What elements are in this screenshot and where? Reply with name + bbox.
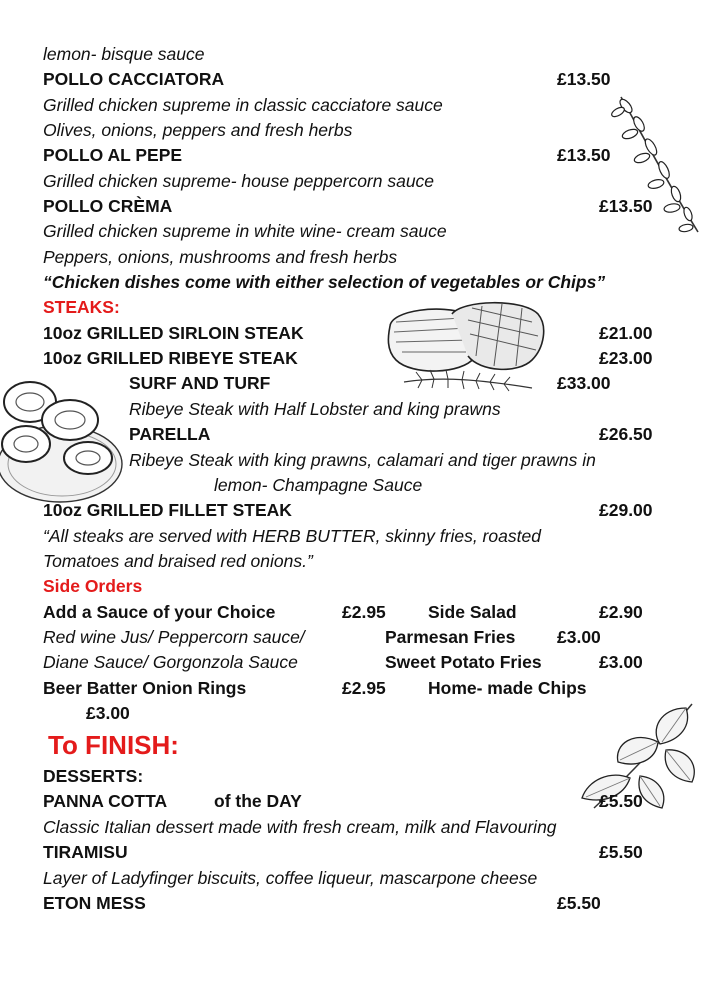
panna-cotta-extra: of the DAY [214,791,302,811]
sirloin-name: 10oz GRILLED SIRLOIN STEAK [43,323,304,343]
eton-mess-name: ETON MESS [43,893,146,913]
side-salad-name: Side Salad [428,602,517,622]
parella-desc: Ribeye Steak with king prawns, calamari and tiger prawns in [129,450,596,470]
surf-turf-name: SURF AND TURF [129,373,271,393]
tiramisu-desc: Layer of Ladyfinger biscuits, coffee liqueur, mascarpone cheese [43,868,538,888]
chicken-note: “Chicken dishes come with either selection of vegetables or Chips” [43,272,606,292]
onion-rings-name: Beer Batter Onion Rings [43,678,247,698]
pollo-cacciatora-desc-2: Olives, onions, peppers and fresh herbs [43,120,353,140]
to-finish-heading: To FINISH: [48,730,179,760]
side-orders-heading: Side Orders [43,576,143,596]
sauce-options: Red wine Jus/ Peppercorn sauce/ [43,627,305,647]
sweet-potato-fries-name: Sweet Potato Fries [385,652,542,672]
sauce-name: Add a Sauce of your Choice [43,602,276,622]
panna-cotta-name: PANNA COTTA [43,791,168,811]
pollo-al-pepe-desc: Grilled chicken supreme- house peppercorn sauce [43,171,435,191]
fillet-price: £29.00 [599,500,653,520]
side-salad-price: £2.90 [599,602,643,622]
parmesan-fries-name: Parmesan Fries [385,627,516,647]
pollo-al-pepe-price: £13.50 [557,145,611,165]
herb-sprig-illustration [606,92,706,242]
eton-mess-price: £5.50 [557,893,601,913]
sauce-options-2: Diane Sauce/ Gorgonzola Sauce [43,652,298,672]
parella-price: £26.50 [599,424,653,444]
ribeye-price: £23.00 [599,348,653,368]
desserts-heading: DESSERTS: [43,766,144,786]
steaks-note-2: Tomatoes and braised red onions.” [43,551,313,571]
parmesan-fries-price: £3.00 [557,627,601,647]
home-chips-name: Home- made Chips [428,678,587,698]
fillet-name: 10oz GRILLED FILLET STEAK [43,500,292,520]
steak-illustration [382,296,547,400]
steaks-heading: STEAKS: [43,297,120,317]
panna-cotta-desc: Classic Italian dessert made with fresh cream, milk and Flavouring [43,817,557,837]
panna-cotta-price: £5.50 [599,791,643,811]
sirloin-price: £21.00 [599,323,653,343]
tiramisu-name: TIRAMISU [43,842,128,862]
home-chips-price: £3.00 [86,703,130,723]
pollo-al-pepe-name: POLLO AL PEPE [43,145,183,165]
tiramisu-price: £5.50 [599,842,643,862]
pollo-cacciatora-name: POLLO CACCIATORA [43,69,225,89]
pollo-crema-desc: Grilled chicken supreme in white wine- cream sauce [43,221,447,241]
onion-rings-illustration [0,372,128,507]
ribeye-name: 10oz GRILLED RIBEYE STEAK [43,348,298,368]
pollo-crema-price: £13.50 [599,196,653,216]
parella-desc-2: lemon- Champagne Sauce [214,475,423,495]
surf-turf-desc: Ribeye Steak with Half Lobster and king prawns [129,399,501,419]
steaks-note: “All steaks are served with HERB BUTTER, skinny fries, roasted [43,526,541,546]
sweet-potato-fries-price: £3.00 [599,652,643,672]
pollo-crema-name: POLLO CRÈMA [43,196,173,216]
onion-rings-price: £2.95 [342,678,386,698]
pollo-cacciatora-desc: Grilled chicken supreme in classic cacciatore sauce [43,95,443,115]
surf-turf-price: £33.00 [557,373,611,393]
pollo-cacciatora-price: £13.50 [557,69,611,89]
lemon-bisque-desc: lemon- bisque sauce [43,44,205,64]
parella-name: PARELLA [129,424,211,444]
sauce-price: £2.95 [342,602,386,622]
pollo-crema-desc-2: Peppers, onions, mushrooms and fresh herbs [43,247,398,267]
